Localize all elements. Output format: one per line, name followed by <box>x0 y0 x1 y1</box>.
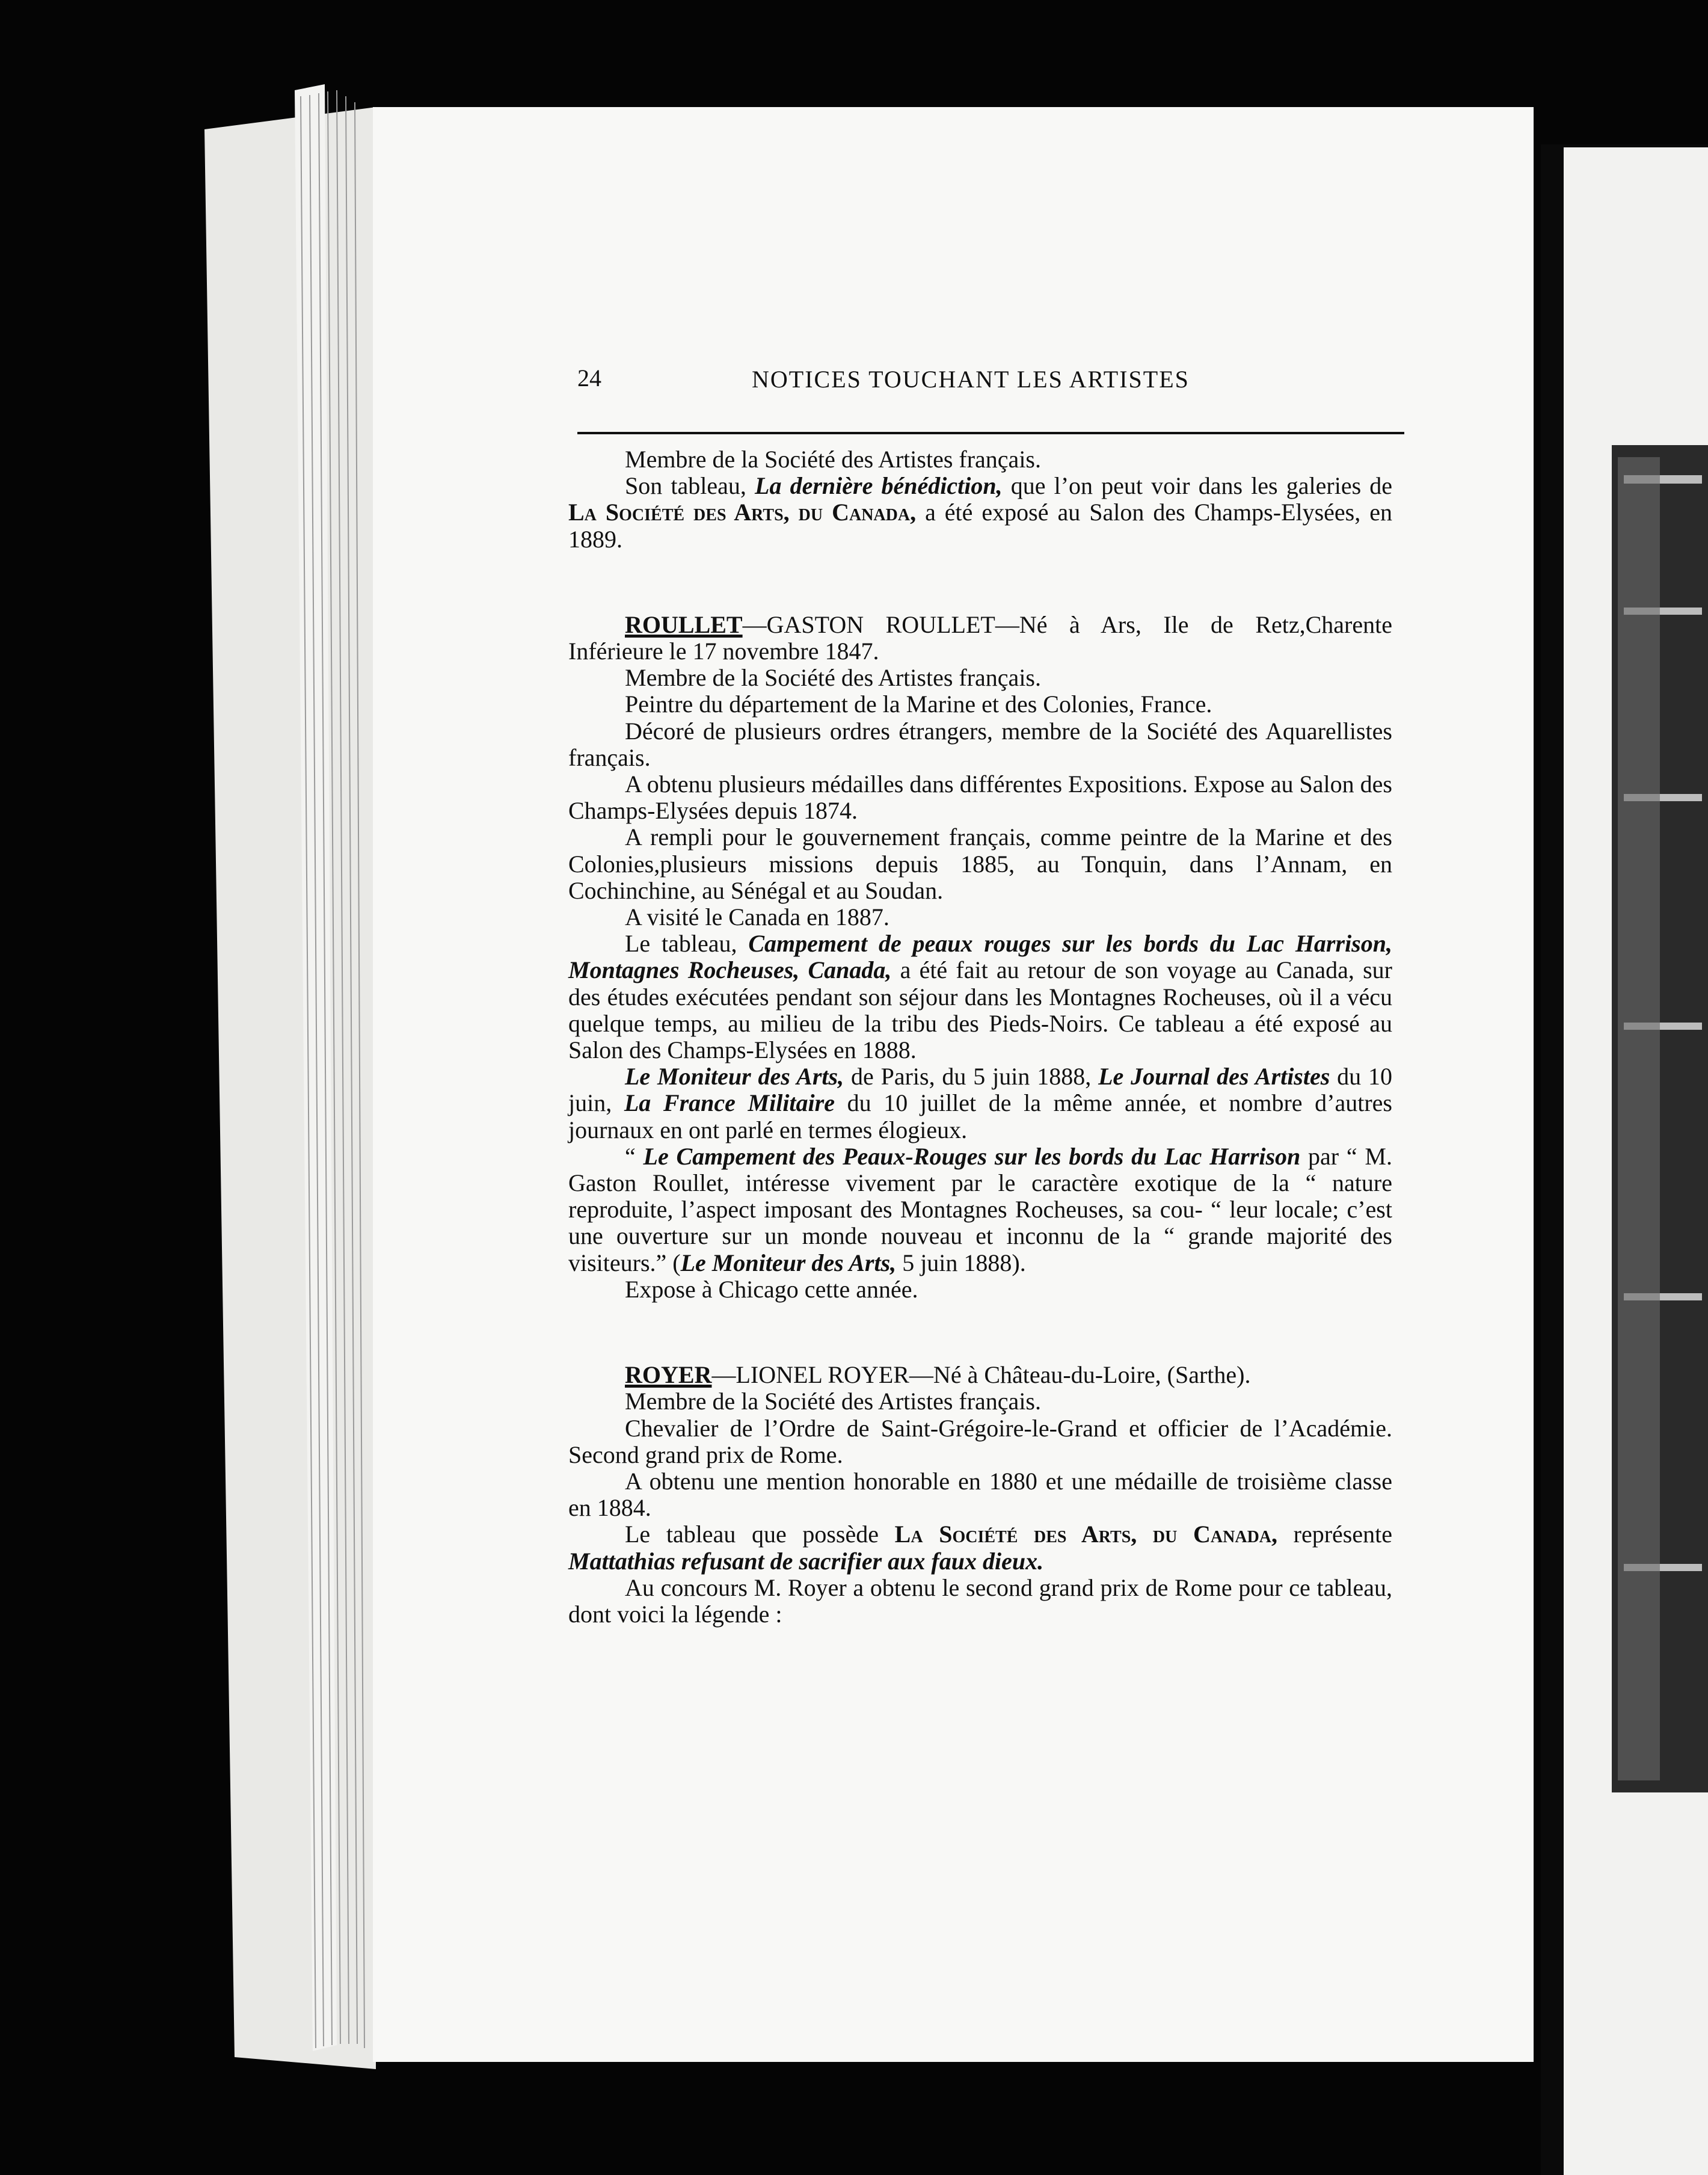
paragraph <box>568 1063 1392 1143</box>
quotation <box>568 1143 1392 1276</box>
artwork-title: La dernière bénédiction, <box>755 472 1003 500</box>
text-span: du 10 juillet de la même année, et nombre d’autres journaux en ont parlé en termes élogieux. <box>568 1089 1392 1143</box>
continuation-paragraph-1: Membre de la Société des Artistes français. <box>625 446 1041 473</box>
paragraph: A obtenu une mention honorable en 1880 et une médaille de troisième classe en 1884. <box>568 1467 1392 1522</box>
text-span: représente <box>1277 1521 1392 1548</box>
text-span: Son tableau, <box>625 472 755 500</box>
quote-mark: “ <box>625 1142 644 1170</box>
paragraph: Décoré de plusieurs ordres étrangers, membre de la Société des Aquarellistes français. <box>568 717 1392 771</box>
paragraph: A rempli pour le gouvernement français, comme peintre de la Marine et des Colonies,plusieurs missions depuis 1885, au Tonquin, dans l’Annam, en Cochinchine, au Sénégal et au Soudan. <box>568 823 1392 904</box>
text-span: Le tableau, <box>625 930 749 958</box>
artwork-title: Campement de peaux rouges sur les bords du Lac Harrison, Montagnes Rocheuses, Canada, <box>568 930 1392 984</box>
society-name: La Société des Arts, du Canada, <box>894 1521 1278 1548</box>
artist-name: ROULLET <box>625 611 743 638</box>
publication-title: Le Journal des Artistes <box>1098 1063 1330 1091</box>
paragraph: Chevalier de l’Ordre de Saint-Grégoire-le-Grand et officier de l’Académie. Second grand prix de Rome. <box>568 1414 1392 1468</box>
paragraph: Membre de la Société des Artistes français. <box>625 1388 1041 1415</box>
continuation-paragraph-2 <box>568 473 1392 553</box>
artwork-title: Mattathias refusant de sacrifier aux faux dieux. <box>568 1547 1044 1575</box>
artwork-title: Le Campement des Peaux-Rouges sur les bords du Lac Harrison <box>643 1142 1301 1170</box>
text-span: a été fait au retour de son voyage au Canada, sur des études exécutées pendant son séjour dans les Montagnes Rocheuses, où il a vécu quelque temps, au milieu de la tribu des Pieds-Noirs. Ce tableau a été exposé au Salon des Champs-Elysées en 1888. <box>568 956 1393 1064</box>
paragraph: Peintre du département de la Marine et des Colonies, France. <box>625 691 1212 718</box>
text-span: 5 juin 1888). <box>896 1249 1026 1276</box>
publication-title: Le Moniteur des Arts, <box>625 1063 844 1091</box>
header-rule <box>577 432 1404 434</box>
text-span: du 10 juin, <box>568 1063 1393 1117</box>
artist-entry-roullet <box>568 612 1392 1303</box>
artist-heading-text: —GASTON ROULLET—Né à Ars, Ile de Retz,Charente Inférieure le 17 novembre 1847. <box>568 611 1392 665</box>
text-span: a été exposé au Salon des Champs-Elysées, en 1889. <box>568 499 1392 553</box>
publication-title: Le Moniteur des Arts, <box>680 1249 897 1276</box>
text-span: Le tableau que possède <box>625 1521 895 1548</box>
paragraph: A visité le Canada en 1887. <box>625 903 889 931</box>
society-name: La Société des Arts, du Canada, <box>568 499 917 526</box>
text-span: que l’on peut voir dans les galeries de <box>1002 472 1393 500</box>
paragraph: Au concours M. Royer a obtenu le second grand prix de Rome pour ce tableau, dont voici la légende : <box>568 1574 1392 1628</box>
section-gap <box>568 553 1392 612</box>
paragraph: Membre de la Société des Artistes français. <box>625 664 1041 692</box>
paragraph <box>568 931 1392 1063</box>
artist-heading <box>568 1362 1392 1388</box>
paragraph <box>568 1521 1392 1574</box>
artist-name: ROYER <box>625 1361 712 1389</box>
running-title: NOTICES TOUCHANT LES ARTISTES <box>752 366 1190 393</box>
paragraph: A obtenu plusieurs médailles dans différentes Expositions. Expose au Salon des Champs-Elysées depuis 1874. <box>568 771 1392 825</box>
artist-heading <box>568 612 1392 665</box>
paragraph: Expose à Chicago cette année. <box>625 1275 918 1303</box>
artist-heading-text: —LIONEL ROYER—Né à Château-du-Loire, (Sarthe). <box>711 1361 1251 1389</box>
quote-text: par “ M. Gaston Roullet, intéresse vivement par le caractère exotique de la “ nature reproduite, l’aspect imposant des Montagnes Rocheuses, sa cou- “ leur locale; c’est une ouverture sur un monde nouveau et inconnu de la “ grande majorité des visiteurs.” ( <box>568 1142 1392 1276</box>
page-header <box>577 358 1407 406</box>
page-number: 24 <box>577 365 601 392</box>
publication-title: La France Militaire <box>624 1089 835 1117</box>
text-span: de Paris, du 5 juin 1888, <box>844 1063 1099 1091</box>
artist-entry-royer <box>568 1362 1392 1628</box>
section-gap <box>568 1303 1392 1362</box>
page-body <box>568 446 1392 1628</box>
